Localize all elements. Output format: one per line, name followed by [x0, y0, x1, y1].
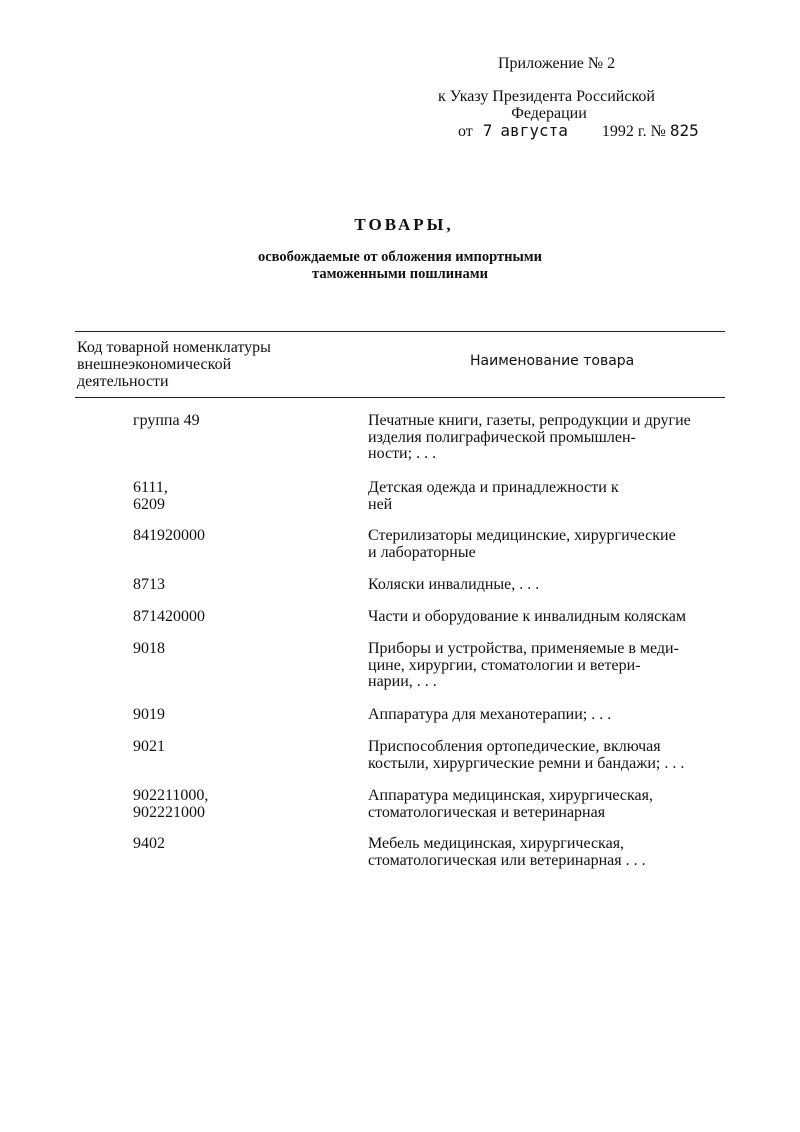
commodity-code — [133, 788, 333, 821]
column-header-code-line: деятельности — [77, 373, 169, 390]
commodity-code-line: 9021 — [133, 738, 165, 755]
commodity-name-line: Коляски инвалидные, . . . — [368, 576, 540, 593]
commodity-code-line: 9402 — [133, 835, 165, 852]
commodity-name — [368, 609, 728, 626]
table-top-rule — [75, 331, 725, 332]
commodity-name-line: стоматологическая или ветеринарная . . . — [368, 851, 646, 869]
decree-line-1: к Указу Президента Российской — [438, 88, 655, 105]
subtitle-line-1: освобождаемые от обложения импортными — [257, 249, 543, 265]
commodity-name — [368, 528, 728, 561]
commodity-name-line: Мебель медицинская, хирургическая, — [368, 835, 625, 852]
decree-number: 825 — [669, 121, 699, 140]
commodity-code — [133, 609, 333, 626]
commodity-code-line: 8713 — [133, 576, 165, 593]
table-header-rule — [75, 397, 725, 398]
document-title: ТОВАРЫ, — [354, 215, 454, 234]
commodity-code-line: 902221000 — [133, 803, 205, 821]
commodity-code — [133, 577, 333, 594]
decree-date-line — [458, 121, 699, 141]
date-month: августа — [500, 121, 568, 140]
column-header-code — [77, 339, 317, 390]
commodity-name-line: ности; . . . — [368, 445, 437, 462]
commodity-code — [133, 413, 333, 430]
commodity-code-line: 902211000, — [133, 787, 209, 804]
decree-reference — [438, 88, 688, 122]
commodity-code — [133, 528, 333, 545]
commodity-name-line: Приспособления ортопедические, включая — [368, 738, 661, 755]
date-day: 7 — [482, 121, 493, 140]
commodity-name-line: ней — [368, 495, 393, 513]
commodity-name-line: костыли, хирургические ремни и бандажи; . . . — [368, 754, 685, 772]
document-subtitle — [0, 249, 800, 283]
commodity-code-line: 6111, — [133, 479, 168, 496]
commodity-name-line: Стерилизаторы медицинские, хирургические — [368, 527, 676, 544]
commodity-code — [133, 480, 333, 513]
commodity-code-line: 841920000 — [133, 527, 205, 544]
commodity-name — [368, 641, 728, 691]
commodity-code — [133, 707, 333, 724]
commodity-name-line: Детская одежда и принадлежности к — [368, 479, 619, 496]
commodity-name-line: и лабораторные — [368, 543, 476, 561]
commodity-name — [368, 577, 728, 594]
commodity-name-line: изделия полиграфической промышлен- — [368, 428, 636, 446]
decree-line-2: Федерации — [511, 105, 587, 122]
commodity-code — [133, 836, 333, 853]
subtitle-line-2: таможенными пошлинами — [312, 266, 488, 282]
date-year: 1992 г. № — [601, 123, 666, 140]
commodity-code-line: 871420000 — [133, 608, 205, 625]
column-header-code-line: Код товарной номенклатуры — [77, 339, 271, 356]
commodity-code — [133, 641, 333, 658]
commodity-name-line: стоматологическая и ветеринарная — [368, 803, 606, 821]
column-header-code-line: внешнеэкономической — [77, 356, 232, 373]
commodity-code-line: группа 49 — [133, 412, 200, 429]
commodity-name — [368, 707, 728, 724]
commodity-code — [133, 739, 333, 756]
commodity-name — [368, 480, 728, 513]
commodity-name — [368, 413, 728, 463]
commodity-name-line: Аппаратура медицинская, хирургическая, — [368, 787, 653, 804]
commodity-name-line: Части и оборудование к инвалидным коляскам — [368, 608, 687, 625]
commodity-code-line: 9019 — [133, 706, 165, 723]
appendix-label: Приложение № 2 — [498, 55, 616, 72]
commodity-name-line: Аппаратура для механотерапии; . . . — [368, 706, 612, 723]
column-header-name: Наименование товара — [470, 353, 635, 369]
commodity-name-line: Печатные книги, газеты, репродукции и другие — [368, 412, 691, 429]
date-prefix: от — [458, 123, 473, 140]
commodity-name — [368, 836, 728, 869]
commodity-name — [368, 739, 728, 772]
commodity-name-line: нарии, . . . — [368, 673, 437, 690]
commodity-name-line: Приборы и устройства, применяемые в меди- — [368, 640, 679, 657]
commodity-name — [368, 788, 728, 821]
commodity-code-line: 9018 — [133, 640, 165, 657]
commodity-code-line: 6209 — [133, 495, 165, 513]
commodity-name-line: цине, хирургии, стоматологии и ветери- — [368, 656, 641, 674]
